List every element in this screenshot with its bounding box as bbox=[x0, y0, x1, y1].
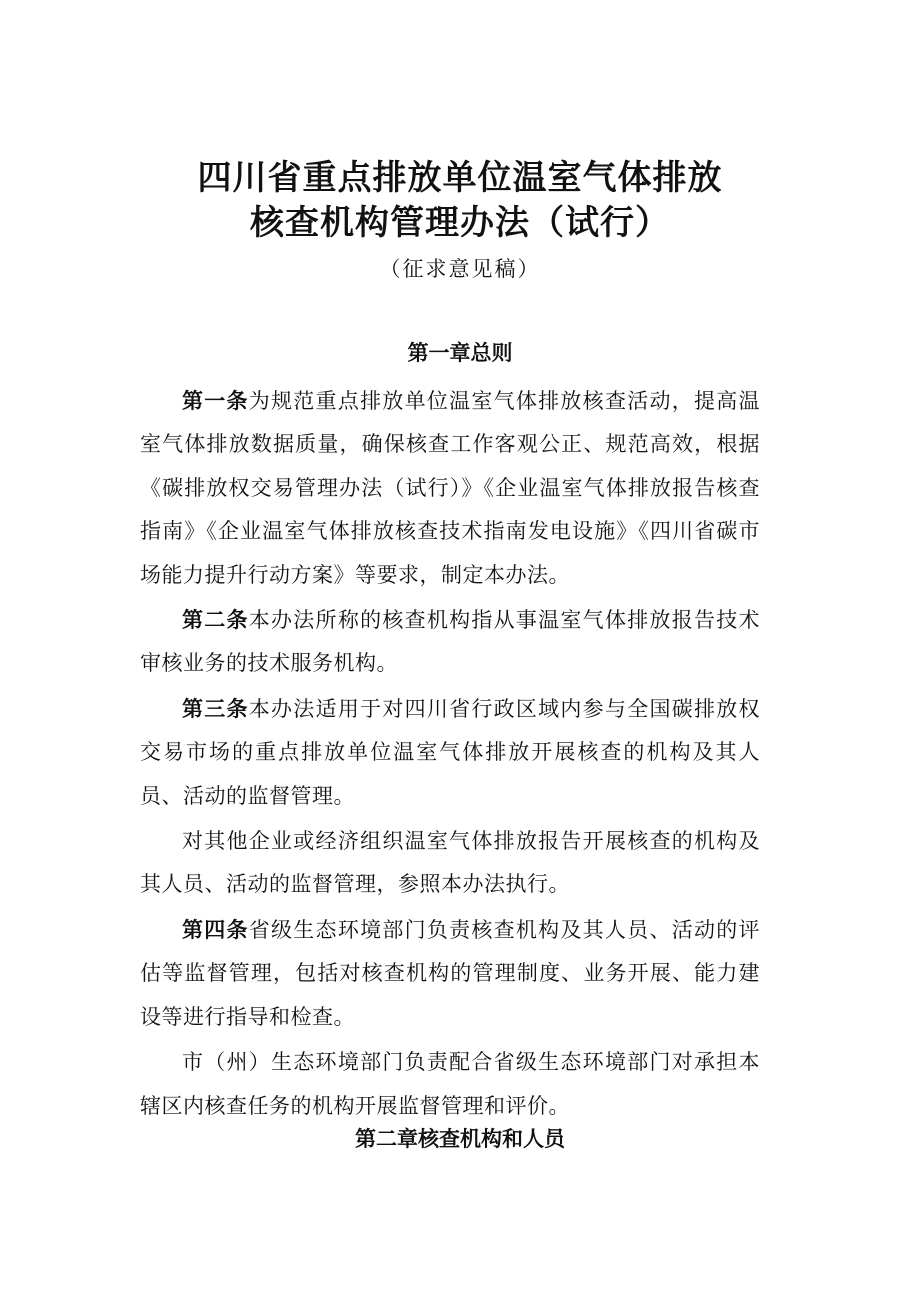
article-number: 第一条 bbox=[182, 389, 249, 413]
document-title-line2: 核查机构管理办法（试行） bbox=[250, 203, 670, 243]
document-body bbox=[140, 380, 760, 1128]
document-title-line1: 四川省重点排放单位温室气体排放 bbox=[197, 158, 723, 198]
article-paragraph bbox=[140, 599, 760, 686]
article-number: 第二条 bbox=[182, 608, 249, 633]
chapter-heading-1: 第一章总则 bbox=[407, 341, 513, 365]
article-text: 对其他企业或经济组织温室气体排放报告开展核查的机构及其人员、活动的监督管理，参照本办法执行。 bbox=[140, 829, 760, 897]
article-text: 为规范重点排放单位温室气体排放核查活动，提高温室气体排放数据质量，确保核查工作客观公正、规范高效，根据《碳排放权交易管理办法（试行）》《企业温室气体排放报告核查指南》《企业温室气体排放核查技术指南发电设施》《四川省碳市场能力提升行动方案》等要求，制定本办法。 bbox=[140, 389, 760, 587]
article-text: 本办法适用于对四川省行政区域内参与全国碳排放权交易市场的重点排放单位温室气体排放开展核查的机构及其人员、活动的监督管理。 bbox=[140, 696, 760, 808]
article-number: 第三条 bbox=[182, 696, 249, 721]
article-paragraph bbox=[140, 820, 760, 907]
article-paragraph bbox=[140, 1041, 760, 1128]
article-paragraph bbox=[140, 380, 760, 597]
document-subtitle: （征求意见稿） bbox=[379, 257, 541, 281]
article-text: 省级生态环境部门负责核查机构及其人员、活动的评估等监督管理，包括对核查机构的管理制度、业务开展、能力建设等进行指导和检查。 bbox=[140, 917, 760, 1029]
article-number: 第四条 bbox=[182, 917, 249, 942]
chapter-heading-2: 第二章核查机构和人员 bbox=[355, 1127, 565, 1151]
article-paragraph bbox=[140, 688, 760, 818]
article-text: 本办法所称的核查机构指从事温室气体排放报告技术审核业务的技术服务机构。 bbox=[140, 608, 760, 676]
article-text: 市（州）生态环境部门负责配合省级生态环境部门对承担本辖区内核查任务的机构开展监督管理和评价。 bbox=[140, 1050, 760, 1118]
article-paragraph bbox=[140, 909, 760, 1039]
